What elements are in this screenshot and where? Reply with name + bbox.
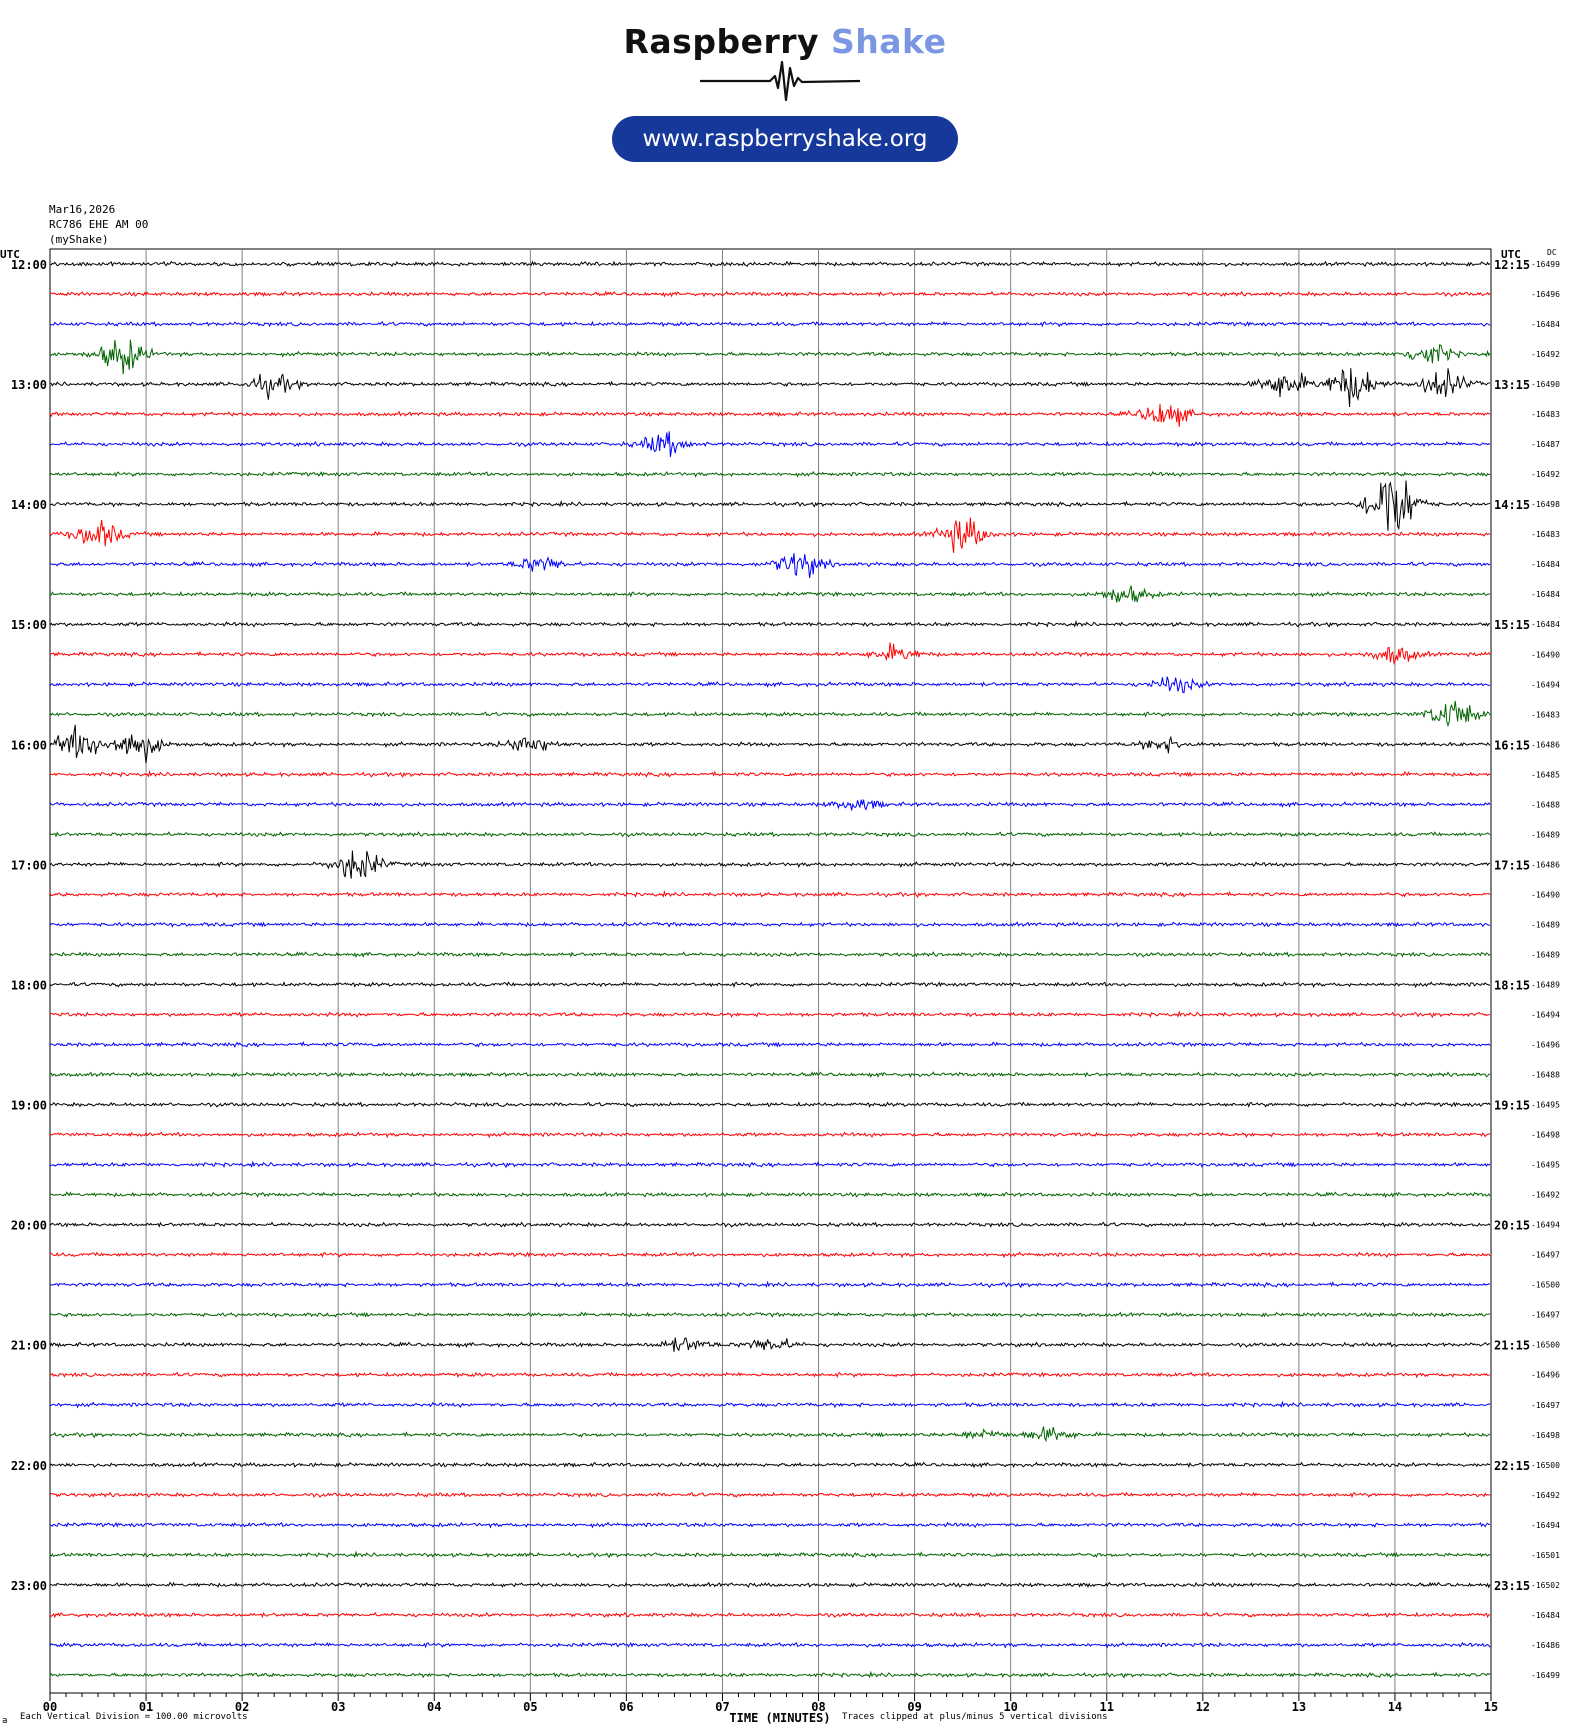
trace-line xyxy=(50,481,1490,531)
x-tick-label: 13 xyxy=(1291,1700,1307,1714)
dc-offset-value: -16495 xyxy=(1531,1100,1560,1110)
x-tick-label: 03 xyxy=(330,1700,346,1714)
trace-line xyxy=(50,1493,1490,1498)
trace-line xyxy=(50,368,1490,407)
x-tick-label: 01 xyxy=(138,1700,154,1714)
trace-line xyxy=(50,701,1490,726)
dc-offset-value: -16492 xyxy=(1531,470,1560,480)
dc-offset-value: -16501 xyxy=(1531,1550,1560,1560)
hour-label-right: 21:15 xyxy=(1494,1338,1531,1353)
trace-line xyxy=(50,1583,1490,1588)
right-utc-label: UTC xyxy=(1501,248,1521,261)
x-tick-label: 08 xyxy=(811,1700,826,1714)
station-code: RC786 EHE AM 00 xyxy=(49,218,149,231)
corner-mark: a xyxy=(2,1716,8,1726)
website-link[interactable]: www.raspberryshake.org xyxy=(612,116,958,162)
footer-scale-note: Each Vertical Division = 100.00 microvolts xyxy=(20,1712,248,1722)
dc-offset-value: -16486 xyxy=(1531,1640,1560,1650)
dc-offset-value: -16497 xyxy=(1531,1400,1560,1410)
dc-offset-value: -16484 xyxy=(1531,590,1560,600)
hour-label-right: 22:15 xyxy=(1494,1458,1531,1473)
dc-offset-value: -16499 xyxy=(1531,1670,1560,1680)
x-tick-label: 11 xyxy=(1099,1700,1114,1714)
hour-label-left: 13:00 xyxy=(10,378,47,393)
plot-frame xyxy=(50,249,1491,1693)
trace-line xyxy=(50,1282,1490,1287)
x-tick-label: 07 xyxy=(715,1700,730,1714)
trace-line xyxy=(50,553,1490,578)
dc-offset-value: -16494 xyxy=(1531,680,1560,690)
dc-offset-value: -16488 xyxy=(1531,800,1560,810)
data-source: (myShake) xyxy=(49,233,109,246)
dc-offset-value: -16489 xyxy=(1531,950,1560,960)
dc-offset-value: -16488 xyxy=(1531,1070,1560,1080)
brand-name-part1: Raspberry xyxy=(623,22,820,61)
dc-offset-value: -16486 xyxy=(1531,860,1560,870)
trace-line xyxy=(50,586,1490,603)
hour-label-right: 15:15 xyxy=(1494,618,1531,633)
x-tick-label: 02 xyxy=(234,1700,250,1714)
trace-line xyxy=(50,1072,1490,1077)
hour-label-left: 19:00 xyxy=(10,1098,47,1113)
trace-line xyxy=(50,1162,1490,1167)
dc-offset-value: -16494 xyxy=(1531,1520,1560,1530)
dc-offset-value: -16487 xyxy=(1531,440,1560,450)
dc-offset-value: -16484 xyxy=(1531,620,1560,630)
hour-label-right: 17:15 xyxy=(1494,858,1531,873)
dc-offset-value: -16486 xyxy=(1531,740,1560,750)
hour-label-left: 18:00 xyxy=(10,978,47,993)
dc-offset-value: -16496 xyxy=(1531,290,1560,300)
x-tick-label: 12 xyxy=(1195,1700,1211,1714)
trace-line xyxy=(50,1132,1490,1137)
trace-line xyxy=(50,832,1490,836)
dc-offset-value: -16492 xyxy=(1531,1490,1560,1500)
trace-line xyxy=(50,1402,1490,1407)
trace-line xyxy=(50,622,1490,627)
hour-label-right: 20:15 xyxy=(1494,1218,1531,1233)
hour-label-left: 23:00 xyxy=(10,1578,47,1593)
dc-offset-value: -16500 xyxy=(1531,1460,1560,1470)
trace-line xyxy=(50,772,1490,777)
dc-offset-value: -16490 xyxy=(1531,380,1560,390)
trace-line xyxy=(50,982,1490,987)
dc-offset-value: -16489 xyxy=(1531,980,1560,990)
trace-line xyxy=(50,292,1490,297)
trace-line xyxy=(50,800,1490,811)
dc-offset-value: -16484 xyxy=(1531,320,1560,330)
x-tick-label: 05 xyxy=(523,1700,538,1714)
plot-date: Mar16,2026 xyxy=(49,203,116,216)
x-tick-label: 06 xyxy=(619,1700,634,1714)
dc-offset-value: -16485 xyxy=(1531,770,1560,780)
dc-offset-value: -16500 xyxy=(1531,1340,1560,1350)
trace-line xyxy=(50,643,1490,664)
trace-line xyxy=(50,1252,1490,1257)
hour-label-left: 22:00 xyxy=(10,1458,47,1473)
hour-label-left: 12:00 xyxy=(10,258,47,272)
trace-line xyxy=(50,431,1490,457)
trace-line xyxy=(50,1613,1490,1617)
dc-offset-value: -16497 xyxy=(1531,1250,1560,1260)
x-tick-label: 00 xyxy=(42,1700,58,1714)
hour-label-left: 15:00 xyxy=(10,618,47,633)
hour-label-right: 12:15 xyxy=(1494,258,1531,272)
hour-label-right: 14:15 xyxy=(1494,498,1531,513)
trace-line xyxy=(50,404,1490,427)
hour-label-right: 23:15 xyxy=(1494,1578,1531,1593)
dc-offset-value: -16490 xyxy=(1531,650,1560,660)
trace-line xyxy=(50,851,1490,879)
dc-offset-value: -16492 xyxy=(1531,350,1560,360)
trace-line xyxy=(50,1427,1490,1441)
trace-line xyxy=(50,1463,1490,1468)
dc-offset-value: -16500 xyxy=(1531,1280,1560,1290)
trace-line xyxy=(50,1373,1490,1378)
trace-line xyxy=(50,1012,1490,1017)
dc-label: DC xyxy=(1547,248,1557,257)
trace-line xyxy=(50,922,1490,927)
dc-offset-value: -16484 xyxy=(1531,560,1560,570)
dc-offset-value: -16484 xyxy=(1531,1610,1560,1620)
trace-line xyxy=(50,1523,1490,1528)
dc-offset-value: -16502 xyxy=(1531,1580,1560,1590)
dc-offset-value: -16499 xyxy=(1531,260,1560,269)
dc-offset-value: -16483 xyxy=(1531,710,1560,720)
dc-offset-value: -16497 xyxy=(1531,1310,1560,1320)
x-tick-label: 15 xyxy=(1483,1700,1499,1714)
trace-line xyxy=(50,322,1490,326)
dc-offset-value: -16483 xyxy=(1531,530,1560,540)
trace-line xyxy=(50,1223,1490,1227)
trace-line xyxy=(50,677,1490,693)
x-tick-label: 14 xyxy=(1387,1700,1403,1714)
trace-line xyxy=(50,892,1490,897)
trace-line xyxy=(50,472,1490,477)
hour-label-left: 17:00 xyxy=(10,858,47,873)
hour-label-left: 20:00 xyxy=(10,1218,47,1233)
trace-line xyxy=(50,1042,1490,1047)
hour-label-left: 16:00 xyxy=(10,738,47,753)
trace-line xyxy=(50,1672,1490,1677)
trace-line xyxy=(50,518,1490,553)
brand-name-part2: Shake xyxy=(831,22,947,61)
trace-line xyxy=(50,1338,1490,1352)
hour-label-left: 21:00 xyxy=(10,1338,47,1353)
trace-line xyxy=(50,262,1490,267)
dc-offset-value: -16490 xyxy=(1531,890,1560,900)
dc-offset-value: -16494 xyxy=(1531,1220,1560,1230)
trace-line xyxy=(50,725,1490,763)
trace-line xyxy=(50,340,1490,374)
x-tick-label: 10 xyxy=(1003,1700,1018,1714)
dc-offset-value: -16498 xyxy=(1531,1130,1560,1140)
x-tick-label: 09 xyxy=(907,1700,922,1714)
dc-offset-value: -16483 xyxy=(1531,410,1560,420)
trace-line xyxy=(50,1192,1490,1197)
hour-label-right: 18:15 xyxy=(1494,978,1531,993)
dc-offset-value: -16489 xyxy=(1531,830,1560,840)
hour-label-right: 19:15 xyxy=(1494,1098,1531,1113)
dc-offset-value: -16495 xyxy=(1531,1160,1560,1170)
dc-offset-value: -16494 xyxy=(1531,1010,1560,1020)
dc-offset-value: -16496 xyxy=(1531,1040,1560,1050)
x-tick-label: 04 xyxy=(427,1700,442,1714)
left-utc-label: UTC xyxy=(0,248,20,261)
dc-offset-value: -16489 xyxy=(1531,920,1560,930)
trace-line xyxy=(50,1102,1490,1106)
hour-label-right: 16:15 xyxy=(1494,738,1531,753)
dc-offset-value: -16496 xyxy=(1531,1370,1560,1380)
dc-offset-value: -16498 xyxy=(1531,500,1560,510)
dc-offset-value: -16492 xyxy=(1531,1190,1560,1200)
trace-line xyxy=(50,952,1490,957)
x-axis-title: TIME (MINUTES) xyxy=(729,1711,831,1725)
trace-line xyxy=(50,1312,1490,1317)
hour-label-left: 14:00 xyxy=(10,498,47,513)
dc-offset-value: -16498 xyxy=(1531,1430,1560,1440)
footer-clip-note: Traces clipped at plus/minus 5 vertical divisions xyxy=(842,1712,1108,1722)
trace-line xyxy=(50,1643,1490,1648)
hour-label-right: 13:15 xyxy=(1494,378,1531,393)
trace-line xyxy=(50,1552,1490,1557)
